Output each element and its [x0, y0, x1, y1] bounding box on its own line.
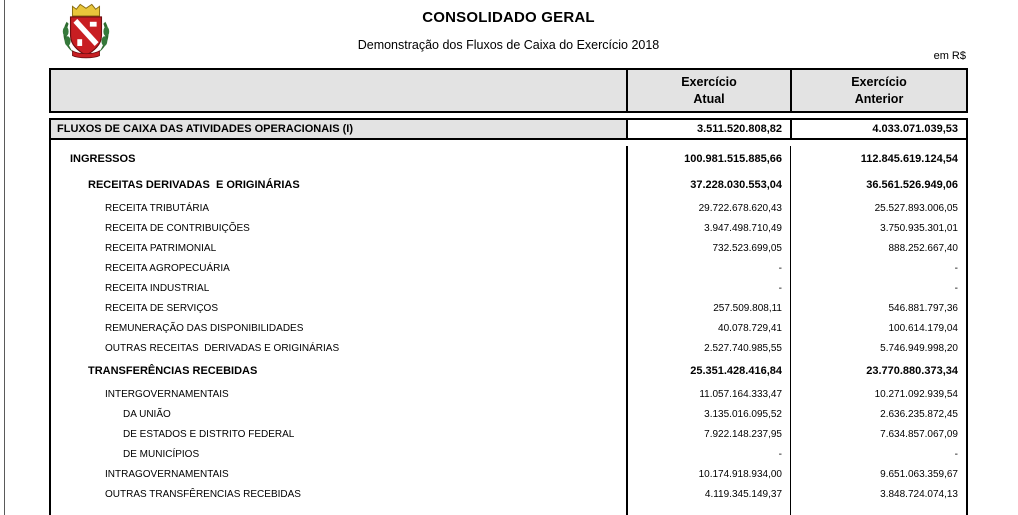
row-label: RECEITAS DERIVADAS E ORIGINÁRIAS [88, 179, 300, 191]
table-row [51, 358, 966, 384]
table-row [51, 238, 966, 258]
row-label: INTRAGOVERNAMENTAIS [105, 468, 229, 480]
report-header [49, 0, 968, 52]
table-row [51, 258, 966, 278]
row-label: RECEITA DE SERVIÇOS [105, 302, 218, 314]
currency-unit-label: em R$ [933, 50, 966, 62]
row-value-atual: 100.981.515.885,66 [626, 146, 790, 172]
table-row [51, 444, 966, 464]
row-label: RECEITA AGROPECUÁRIA [105, 262, 230, 274]
row-label: DE ESTADOS E DISTRITO FEDERAL [123, 428, 295, 440]
row-value-atual: 257.509.808,11 [626, 298, 790, 318]
row-label: TRANSFERÊNCIAS RECEBIDAS [88, 365, 258, 377]
row-value-anterior: 7.634.857.067,09 [790, 424, 966, 444]
table-row [51, 484, 966, 504]
section-total-atual: 3.511.520.808,82 [626, 120, 790, 138]
row-value-atual: - [626, 258, 790, 278]
col-atual-line1: Exercício [681, 74, 737, 89]
row-value-atual: 11.057.164.333,47 [626, 384, 790, 404]
table-header-band [49, 68, 968, 113]
table-row [51, 318, 966, 338]
table-row [51, 424, 966, 444]
col-atual-line2: Atual [693, 91, 725, 106]
table-row [51, 338, 966, 358]
table-row [51, 278, 966, 298]
section-total-anterior: 4.033.071.039,53 [790, 120, 966, 138]
table-filler-row [51, 504, 966, 515]
table-row [51, 146, 966, 172]
row-value-anterior: 3.848.724.074,13 [790, 484, 966, 504]
page-margin-rule [4, 0, 5, 515]
row-value-anterior: 888.252.667,40 [790, 238, 966, 258]
row-value-atual: 29.722.678.620,43 [626, 198, 790, 218]
row-value-atual: 2.527.740.985,55 [626, 338, 790, 358]
table-row [51, 384, 966, 404]
row-label: REMUNERAÇÃO DAS DISPONIBILIDADES [105, 322, 304, 334]
col-anterior-line1: Exercício [851, 74, 907, 89]
row-value-anterior: 2.636.235.872,45 [790, 404, 966, 424]
section-total-label: FLUXOS DE CAIXA DAS ATIVIDADES OPERACIONAIS (I) [51, 120, 626, 138]
header-empty-cell [51, 70, 626, 111]
row-value-anterior: - [790, 258, 966, 278]
row-value-anterior: 25.527.893.006,05 [790, 198, 966, 218]
row-value-anterior: - [790, 278, 966, 298]
table-row [51, 218, 966, 238]
row-label: RECEITA PATRIMONIAL [105, 242, 217, 254]
row-value-atual: 10.174.918.934,00 [626, 464, 790, 484]
table-row [51, 198, 966, 218]
row-value-atual: 4.119.345.149,37 [626, 484, 790, 504]
row-value-anterior: 9.651.063.359,67 [790, 464, 966, 484]
row-value-atual: 7.922.148.237,95 [626, 424, 790, 444]
table-row [51, 404, 966, 424]
row-value-atual: 37.228.030.553,04 [626, 172, 790, 198]
row-label: RECEITA INDUSTRIAL [105, 282, 210, 294]
header-exercicio-anterior [790, 70, 966, 111]
row-label: INGRESSOS [70, 153, 136, 165]
page-title: CONSOLIDADO GERAL [422, 9, 595, 26]
row-label: RECEITA DE CONTRIBUIÇÕES [105, 222, 250, 234]
row-label: OUTRAS RECEITAS DERIVADAS E ORIGINÁRIAS [105, 342, 340, 354]
row-value-anterior: 3.750.935.301,01 [790, 218, 966, 238]
row-value-anterior: 5.746.949.998,20 [790, 338, 966, 358]
row-label: OUTRAS TRANSFÊRENCIAS RECEBIDAS [105, 488, 301, 500]
row-value-anterior: 112.845.619.124,54 [790, 146, 966, 172]
row-value-anterior: - [790, 444, 966, 464]
table-row [51, 464, 966, 484]
row-value-atual: - [626, 444, 790, 464]
row-value-anterior: 23.770.880.373,34 [790, 358, 966, 384]
row-value-anterior: 10.271.092.939,54 [790, 384, 966, 404]
row-value-atual: 732.523.699,05 [626, 238, 790, 258]
row-value-atual: 3.135.016.095,52 [626, 404, 790, 424]
section-total-row [49, 118, 968, 140]
row-value-anterior: 100.614.179,04 [790, 318, 966, 338]
cash-flow-table [49, 68, 968, 515]
row-value-anterior: 36.561.526.949,06 [790, 172, 966, 198]
table-row [51, 298, 966, 318]
row-value-atual: 40.078.729,41 [626, 318, 790, 338]
row-label: DA UNIÃO [123, 408, 171, 420]
header-exercicio-atual [626, 70, 790, 111]
row-label: RECEITA TRIBUTÁRIA [105, 202, 210, 214]
row-value-atual: - [626, 278, 790, 298]
page-subtitle: Demonstração dos Fluxos de Caixa do Exercício 2018 [357, 38, 660, 52]
col-anterior-line2: Anterior [854, 91, 904, 106]
row-value-atual: 3.947.498.710,49 [626, 218, 790, 238]
table-body [49, 140, 968, 515]
table-row [51, 172, 966, 198]
row-label: DE MUNICÍPIOS [123, 448, 200, 460]
row-label: INTERGOVERNAMENTAIS [105, 388, 229, 400]
row-value-anterior: 546.881.797,36 [790, 298, 966, 318]
row-value-atual: 25.351.428.416,84 [626, 358, 790, 384]
